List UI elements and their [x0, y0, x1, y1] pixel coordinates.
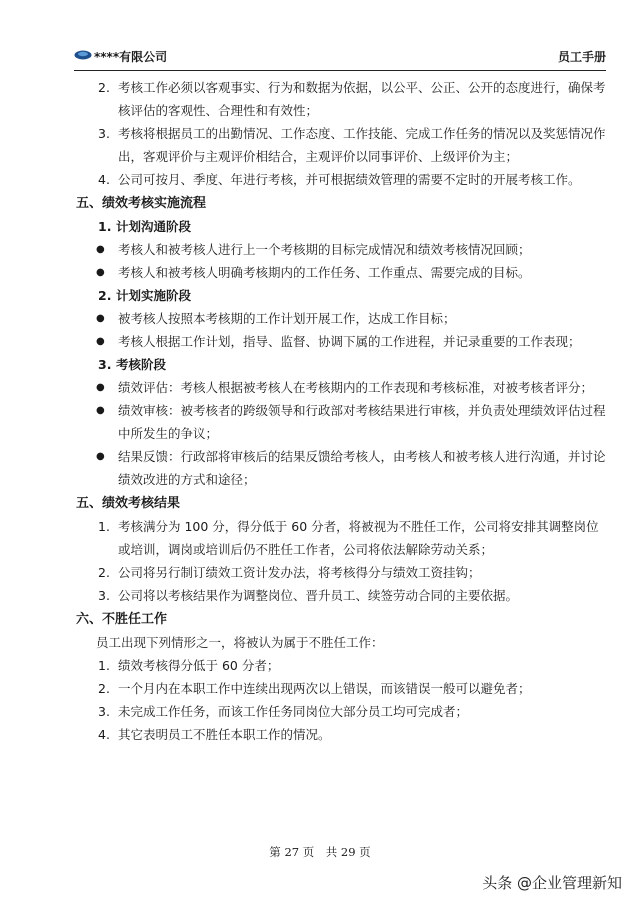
numbered-item	[76, 654, 606, 677]
company-name: ****有限公司	[94, 50, 168, 64]
bullet-icon: ●	[96, 244, 105, 255]
item-text: 考核人根据工作计划，指导、监督、协调下属的工作进程，并记录重要的工作表现；	[118, 334, 581, 349]
bullet-icon: ●	[96, 451, 105, 462]
numbered-item	[76, 677, 606, 700]
item-text: 结果反馈：行政部将审核后的结果反馈给考核人，由考核人和被考核人进行沟通，并讨论绩效改进的方式和途径；	[118, 449, 606, 487]
bullet-item	[76, 238, 606, 261]
numbered-item	[76, 76, 606, 122]
section-heading: 五、绩效考核实施流程	[76, 196, 207, 211]
numbered-item	[76, 168, 606, 191]
item-text: 绩效审核：被考核者的跨级领导和行政部对考核结果进行审核，并负责处理绩效评估过程中所发生的争议；	[118, 403, 606, 441]
numbered-item	[76, 584, 606, 607]
subsection-title: 考核阶段	[116, 357, 167, 372]
bullet-item	[76, 261, 606, 284]
numbered-item	[76, 122, 606, 168]
item-text: 未完成工作任务，而该工作任务同岗位大部分员工均可完成者；	[118, 704, 469, 719]
item-number: 4.	[98, 727, 110, 742]
bullet-icon: ●	[96, 336, 105, 347]
item-number: 3.	[98, 588, 110, 603]
bullet-icon: ●	[96, 313, 105, 324]
numbered-item	[76, 700, 606, 723]
manual-title: 员工手册	[557, 50, 606, 64]
item-number: 1.	[98, 658, 110, 673]
numbered-item	[76, 723, 606, 746]
item-text: 考核工作必须以客观事实、行为和数据为依据，以公平、公正、公开的态度进行，确保考核评估的客观性、合理性和有效性；	[118, 80, 606, 118]
subsection-heading	[76, 284, 606, 307]
item-text: 绩效评估：考核人根据被考核人在考核期内的工作表现和考核标准，对被考核者评分；	[118, 380, 594, 395]
item-text: 考核人和被考核人进行上一个考核期的目标完成情况和绩效考核情况回顾；	[118, 242, 531, 257]
item-text: 一个月内在本职工作中连续出现两次以上错误，而该错误一般可以避免者；	[118, 681, 531, 696]
subsection-number: 1.	[98, 219, 112, 234]
subsection-heading	[76, 215, 606, 238]
item-text: 考核将根据员工的出勤情况、工作态度、工作技能、完成工作任务的情况以及奖惩情况作出，客观评价与主观评价相结合，主观评价以同事评价、上级评价为主；	[118, 126, 606, 164]
item-number: 3.	[98, 704, 110, 719]
bullet-item	[76, 307, 606, 330]
item-text: 考核人和被考核人明确考核期内的工作任务、工作重点、需要完成的目标。	[118, 265, 531, 280]
item-text: 考核满分为 100 分，得分低于 60 分者，将被视为不胜任工作，公司将安排其调整岗位或培训，调岗或培训后仍不胜任工作者，公司将依法解除劳动关系；	[118, 519, 599, 557]
section-heading: 五、绩效考核结果	[76, 496, 181, 511]
item-text: 公司将另行制订绩效工资计发办法，将考核得分与绩效工资挂钩；	[118, 565, 481, 580]
bullet-icon: ●	[96, 267, 105, 278]
paragraph: 员工出现下列情形之一，将被认为属于不胜任工作：	[96, 635, 384, 650]
numbered-item	[76, 561, 606, 584]
bullet-item	[76, 399, 606, 445]
header-divider	[74, 70, 606, 71]
company-logo-icon	[74, 49, 92, 61]
page-number: 第 27 页 共 29 页	[269, 845, 371, 859]
subsection-number: 3.	[98, 357, 112, 372]
item-number: 2.	[98, 565, 110, 580]
subsection-title: 计划沟通阶段	[116, 219, 192, 234]
bullet-item	[76, 330, 606, 353]
item-text: 绩效考核得分低于 60 分者；	[118, 658, 280, 673]
item-text: 被考核人按照本考核期的工作计划开展工作，达成工作目标；	[118, 311, 456, 326]
document-body	[76, 76, 606, 746]
item-text: 公司将以考核结果作为调整岗位、晋升员工、续签劳动合同的主要依据。	[118, 588, 519, 603]
watermark: 头条 @企业管理新知	[482, 874, 622, 892]
page-header	[74, 46, 606, 66]
item-number: 2.	[98, 681, 110, 696]
bullet-icon: ●	[96, 405, 105, 416]
item-number: 1.	[98, 519, 110, 534]
bullet-icon: ●	[96, 382, 105, 393]
item-text: 公司可按月、季度、年进行考核，并可根据绩效管理的需要不定时的开展考核工作。	[118, 172, 581, 187]
item-number: 4.	[98, 172, 110, 187]
bullet-item	[76, 445, 606, 491]
item-number: 3.	[98, 126, 110, 141]
subsection-heading	[76, 353, 606, 376]
bullet-item	[76, 376, 606, 399]
section-heading: 六、不胜任工作	[76, 612, 168, 627]
item-text: 其它表明员工不胜任本职工作的情况。	[118, 727, 331, 742]
subsection-title: 计划实施阶段	[116, 288, 192, 303]
item-number: 2.	[98, 80, 110, 95]
subsection-number: 2.	[98, 288, 112, 303]
numbered-item	[76, 515, 606, 561]
